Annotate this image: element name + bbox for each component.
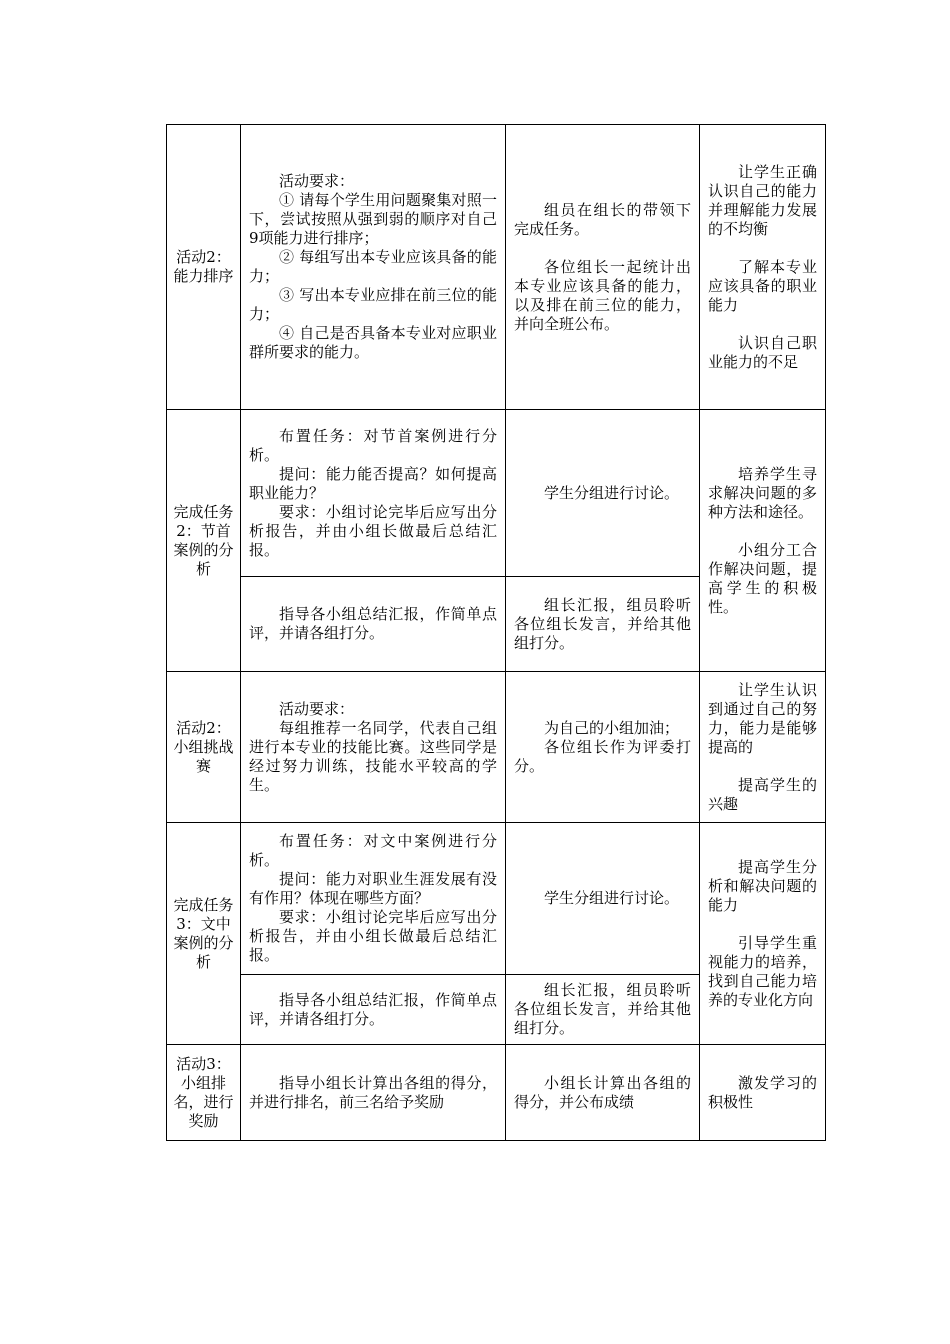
student-activity-cell: 组长汇报，组员聆听各位组长发言，并给其他组打分。 — [506, 975, 700, 1045]
teacher-activity-cell: 布置任务：对节首案例进行分析。 提问：能力能否提高？如何提高职业能力？ 要求：小组讨论完毕后应写出分析报告，并由小组长做最后总结汇报。 — [241, 410, 506, 577]
design-intent-cell: 激发学习的积极性 — [700, 1045, 826, 1141]
teacher-activity-cell: 布置任务：对文中案例进行分析。 提问：能力对职业生涯发展有没有作用？体现在哪些方面？ 要求：小组讨论完毕后应写出分析报告，并由小组长做最后总结汇报。 — [241, 823, 506, 975]
table-row — [167, 410, 826, 577]
teacher-activity-cell: 活动要求： 每组推荐一名同学，代表自己组进行本专业的技能比赛。这些同学是经过努力训练，技能水平较高的学生。 — [241, 672, 506, 823]
lesson-plan-table — [166, 124, 826, 1141]
activity-cell: 活动3：小组排名，进行奖励 — [167, 1045, 241, 1141]
student-activity-cell: 学生分组进行讨论。 — [506, 410, 700, 577]
student-activity-cell: 小组长计算出各组的得分，并公布成绩 — [506, 1045, 700, 1141]
design-intent-cell: 培养学生寻求解决问题的多种方法和途径。 小组分工合作解决问题，提高学生的积极性。 — [700, 410, 826, 672]
teacher-activity-cell: 指导各小组总结汇报，作简单点评，并请各组打分。 — [241, 975, 506, 1045]
table-row — [167, 125, 826, 410]
activity-cell: 活动2：能力排序 — [167, 125, 241, 410]
teacher-activity-cell: 指导各小组总结汇报，作简单点评，并请各组打分。 — [241, 577, 506, 672]
table-row — [167, 1045, 826, 1141]
design-intent-cell: 让学生认识到通过自己的努力，能力是能够提高的 提高学生的兴趣 — [700, 672, 826, 823]
student-activity-cell: 组长汇报，组员聆听各位组长发言，并给其他组打分。 — [506, 577, 700, 672]
student-activity-cell: 学生分组进行讨论。 — [506, 823, 700, 975]
table-row — [167, 823, 826, 975]
student-activity-cell: 组员在组长的带领下完成任务。 各位组长一起统计出本专业应该具备的能力，以及排在前三位的能力，并向全班公布。 — [506, 125, 700, 410]
teacher-activity-cell: 指导小组长计算出各组的得分，并进行排名，前三名给予奖励 — [241, 1045, 506, 1141]
design-intent-cell: 让学生正确认识自己的能力并理解能力发展的不均衡 了解本专业应该具备的职业能力 认识自己职业能力的不足 — [700, 125, 826, 410]
activity-cell: 活动2：小组挑战赛 — [167, 672, 241, 823]
design-intent-cell: 提高学生分析和解决问题的能力 引导学生重视能力的培养，找到自己能力培养的专业化方向 — [700, 823, 826, 1045]
student-activity-cell: 为自己的小组加油； 各位组长作为评委打分。 — [506, 672, 700, 823]
table-row — [167, 672, 826, 823]
teacher-activity-cell: 活动要求： ① 请每个学生用问题聚集对照一下，尝试按照从强到弱的顺序对自己9项能力进行排序； ② 每组写出本专业应该具备的能力； ③ 写出本专业应排在前三位的能力； ④ 自己是否具备本专业对应职业群所要求的能力。 — [241, 125, 506, 410]
activity-cell: 完成任务2：节首案例的分析 — [167, 410, 241, 672]
activity-cell: 完成任务3：文中案例的分析 — [167, 823, 241, 1045]
